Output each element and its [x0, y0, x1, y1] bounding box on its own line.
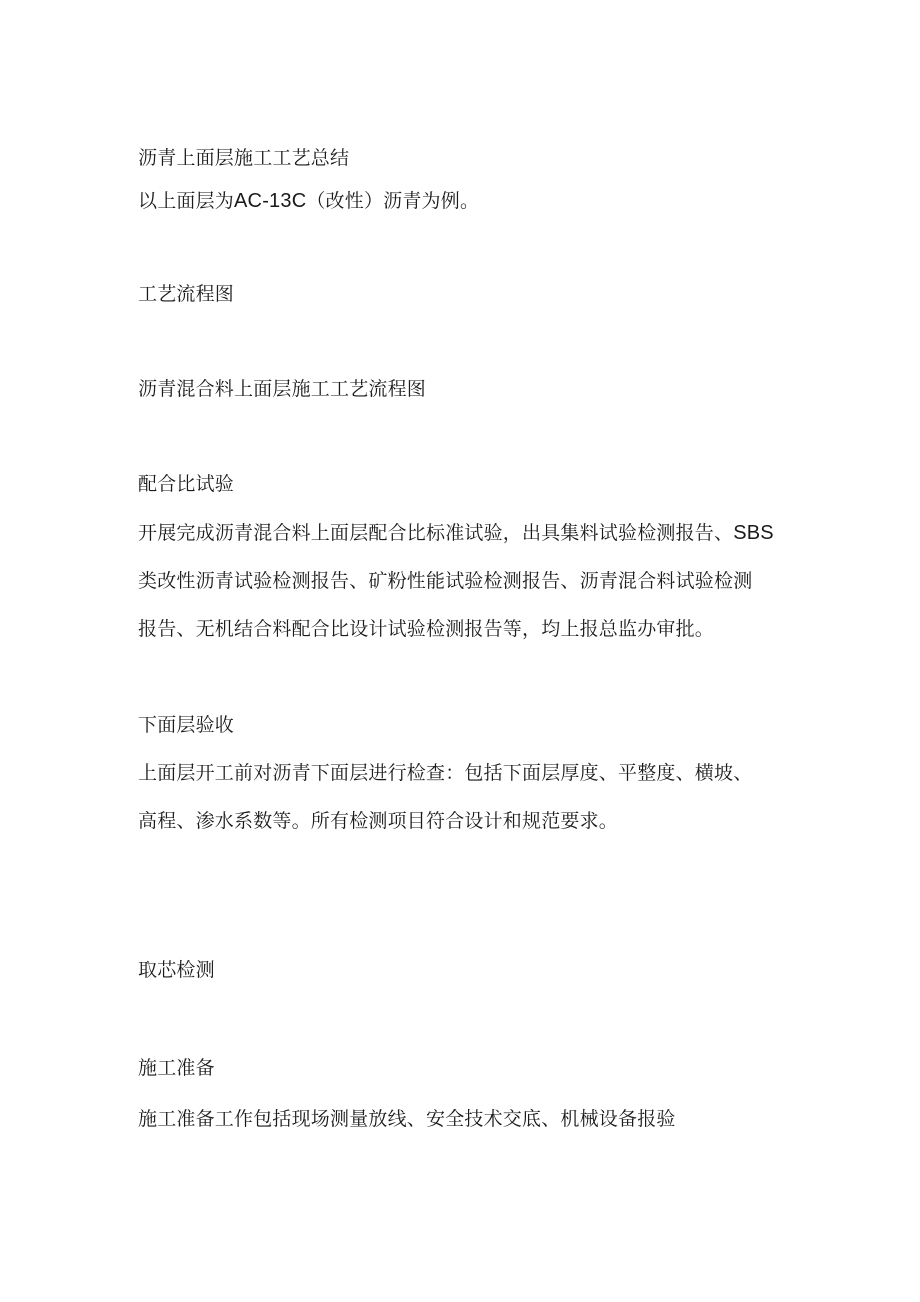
document-subtitle [138, 188, 798, 214]
preparation-paragraph-line-1: 施工准备工作包括现场测量放线、安全技术交底、机械设备报验 [138, 1108, 676, 1130]
flow-heading: 工艺流程图 [138, 283, 235, 305]
subtitle-code: AC-13C [234, 190, 307, 212]
lower-layer-heading: 下面层验收 [138, 714, 235, 736]
mix-paragraph-line-2: 类改性沥青试验检测报告、矿粉性能试验检测报告、沥青混合料试验检测 [138, 570, 753, 592]
mix-heading: 配合比试验 [138, 473, 235, 495]
mix-paragraph-line-3: 报告、无机结合料配合比设计试验检测报告等，均上报总监办审批。 [138, 618, 715, 640]
document-title: 沥青上面层施工工艺总结 [138, 147, 350, 169]
subtitle-prefix: 以上面层为 [138, 190, 235, 212]
subtitle-suffix: （改性）沥青为例。 [306, 190, 480, 212]
mix-line1-text: 开展完成沥青混合料上面层配合比标准试验，出具集料试验检测报告、 [138, 522, 734, 544]
core-test-heading: 取芯检测 [138, 959, 215, 981]
preparation-heading: 施工准备 [138, 1057, 215, 1079]
flow-caption: 沥青混合料上面层施工工艺流程图 [138, 378, 427, 400]
mix-line1-code: SBS [733, 522, 774, 544]
mix-paragraph-line-1 [138, 520, 798, 546]
lower-paragraph-line-2: 高程、渗水系数等。所有检测项目符合设计和规范要求。 [138, 810, 619, 832]
lower-paragraph-line-1: 上面层开工前对沥青下面层进行检查：包括下面层厚度、平整度、横坡、 [138, 762, 753, 784]
